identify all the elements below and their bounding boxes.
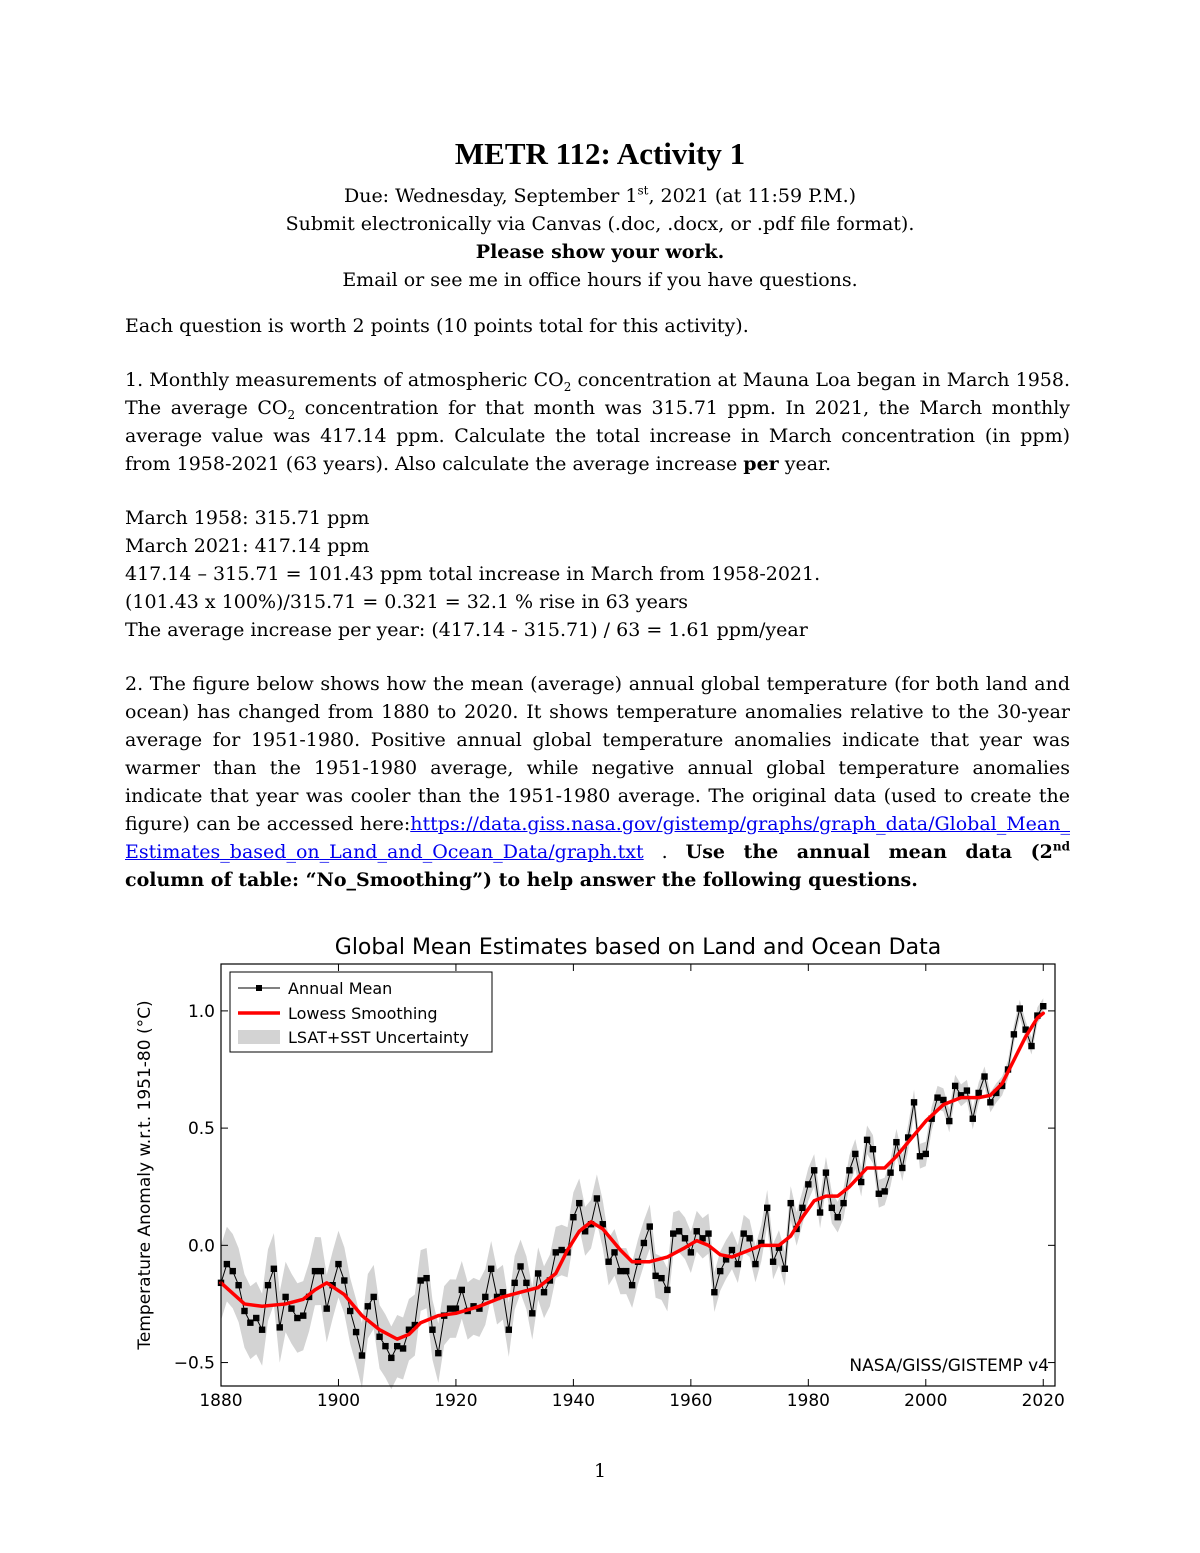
page-title: METR 112: Activity 1 — [454, 136, 746, 171]
annual-mean-point — [282, 1294, 288, 1300]
annual-mean-point — [523, 1280, 529, 1286]
annual-mean-point — [952, 1083, 958, 1089]
y-tick-label: 0.0 — [187, 1236, 215, 1257]
submit-instructions: Submit electronically via Canvas (.doc, .docx, or .pdf file format). — [285, 213, 915, 235]
due-date-ordinal: st — [637, 183, 649, 198]
annual-mean-point — [829, 1205, 835, 1211]
q2-text: 2. The figure below shows how the mean (average) annual global temperature (for both land and ocean) has changed from 1880 to 2020. It shows temperature anomalies relative to the 30-year average for 1951-1980. Positive annual global temperature anomalies indicate that year was warmer than the 1951-1980 average, while negative annual global temperature anomalies indicate that year was cooler than the 1951-1980 average. The original data (used to create the figure) can be accessed here: — [125, 673, 1070, 835]
annual-mean-point — [535, 1270, 541, 1276]
answer-line: March 2021: 417.14 ppm — [125, 535, 370, 557]
q1-text-c: concentration for that month was 315.71 ppm. In 2021, the March monthly average value was 417.14 ppm. Calculate the total increase in March concentration (in ppm) from 1958-2021 (63 years). Also calculate the average increase — [125, 397, 1070, 475]
annual-mean-point — [541, 1289, 547, 1295]
annual-mean-point — [975, 1090, 981, 1096]
y-axis-label: Temperature Anomaly w.r.t. 1951-80 (°C) — [135, 1000, 155, 1350]
annual-mean-point — [347, 1308, 353, 1314]
q1-subscript-a: 2 — [563, 379, 572, 394]
annual-mean-point — [717, 1268, 723, 1274]
annual-mean-point — [735, 1261, 741, 1267]
annual-mean-point — [899, 1165, 905, 1171]
annual-mean-point — [858, 1179, 864, 1185]
annual-mean-point — [746, 1235, 752, 1241]
annual-mean-point — [353, 1329, 359, 1335]
annual-mean-point — [617, 1268, 623, 1274]
annual-mean-point — [864, 1137, 870, 1143]
annual-mean-point — [230, 1268, 236, 1274]
annual-mean-point — [511, 1280, 517, 1286]
annual-mean-point — [318, 1268, 324, 1274]
q1-subscript-b: 2 — [287, 407, 296, 422]
annual-mean-point — [1017, 1005, 1023, 1011]
annual-mean-point — [729, 1247, 735, 1253]
x-tick-label: 2000 — [904, 1391, 948, 1411]
annual-mean-point — [981, 1073, 987, 1079]
annual-mean-point — [652, 1273, 658, 1279]
q2-instruction-ordinal: nd — [1052, 839, 1070, 854]
annual-mean-point — [799, 1205, 805, 1211]
annual-mean-point — [705, 1230, 711, 1236]
annual-mean-point — [811, 1167, 817, 1173]
page-number: 1 — [593, 1460, 607, 1482]
annual-mean-point — [253, 1315, 259, 1321]
x-tick-label: 1880 — [199, 1391, 243, 1411]
y-tick-label: 0.5 — [187, 1119, 215, 1140]
annual-mean-point — [447, 1305, 453, 1311]
x-tick-label: 1940 — [551, 1391, 596, 1411]
annual-mean-point — [241, 1308, 247, 1314]
annual-mean-point — [294, 1315, 300, 1321]
annual-mean-point — [271, 1266, 277, 1272]
annual-mean-point — [887, 1169, 893, 1175]
annual-mean-point — [371, 1294, 377, 1300]
annual-mean-point — [694, 1228, 700, 1234]
annual-mean-point — [365, 1303, 371, 1309]
legend-label-lowess: Lowess Smoothing — [288, 1004, 438, 1023]
annual-mean-point — [576, 1200, 582, 1206]
annual-mean-point — [964, 1087, 970, 1093]
annual-mean-point — [482, 1294, 488, 1300]
uncertainty-band — [221, 998, 1043, 1389]
annual-mean-point — [782, 1266, 788, 1272]
annual-mean-point — [1040, 1003, 1046, 1009]
annual-mean-point — [341, 1277, 347, 1283]
q2-instruction-b: column of table: “No_Smoothing”) to help answer the following questions. — [125, 869, 918, 891]
annual-mean-point — [277, 1324, 283, 1330]
annual-mean-point — [288, 1305, 294, 1311]
annual-mean-point — [893, 1139, 899, 1145]
contact-note: Email or see me in office hours if you have questions. — [342, 269, 858, 291]
q2-instruction-a: Use the annual mean data (2 — [685, 841, 1053, 863]
annual-mean-point — [676, 1228, 682, 1234]
legend-uncertainty-swatch — [238, 1030, 280, 1044]
annual-mean-point — [934, 1094, 940, 1100]
q1-answer — [125, 504, 1070, 644]
annual-mean-point — [488, 1266, 494, 1272]
annual-mean-point — [235, 1282, 241, 1288]
annual-mean-point — [670, 1230, 676, 1236]
due-date-prefix: Due: Wednesday, September 1 — [343, 185, 638, 207]
chart-svg — [128, 926, 1072, 1412]
question-1 — [125, 366, 1070, 478]
annual-mean-point — [1028, 1043, 1034, 1049]
annual-mean-point — [324, 1305, 330, 1311]
annual-mean-point — [752, 1261, 758, 1267]
annual-mean-point — [553, 1249, 559, 1255]
annual-mean-point — [711, 1289, 717, 1295]
annual-mean-point — [500, 1289, 506, 1295]
annual-mean-point — [688, 1249, 694, 1255]
temperature-chart — [128, 926, 1072, 1412]
document-header — [0, 136, 1200, 294]
annual-mean-point — [641, 1240, 647, 1246]
legend-label-uncertainty: LSAT+SST Uncertainty — [288, 1028, 469, 1047]
x-tick-label: 2020 — [1021, 1391, 1065, 1411]
annual-mean-point — [570, 1214, 576, 1220]
annual-mean-point — [435, 1350, 441, 1356]
q1-text-b: concentration at Mauna Loa began in March 1958. The average CO — [125, 369, 1071, 419]
answer-line: 417.14 – 315.71 = 101.43 ppm total increase in March from 1958-2021. — [125, 563, 821, 585]
x-tick-label: 1960 — [669, 1391, 713, 1411]
annual-mean-point — [335, 1261, 341, 1267]
annual-mean-point — [259, 1327, 265, 1333]
annual-mean-point — [629, 1282, 635, 1288]
annual-mean-point — [852, 1151, 858, 1157]
show-work-note: Please show your work. — [475, 241, 725, 263]
answer-line: March 1958: 315.71 ppm — [125, 507, 370, 529]
annual-mean-point — [312, 1268, 318, 1274]
chart-title: Global Mean Estimates based on Land and Ocean Data — [334, 935, 942, 960]
annual-mean-point — [224, 1261, 230, 1267]
annual-mean-point — [805, 1181, 811, 1187]
annual-mean-point — [1011, 1031, 1017, 1037]
annual-mean-point — [970, 1116, 976, 1122]
q1-text-d: year. — [778, 453, 832, 475]
annual-mean-point — [429, 1327, 435, 1333]
annual-mean-point — [265, 1282, 271, 1288]
points-intro: Each question is worth 2 points (10 points total for this activity). — [125, 315, 749, 337]
x-tick-label: 1920 — [434, 1391, 478, 1411]
annual-mean-point — [605, 1259, 611, 1265]
annual-mean-point — [764, 1205, 770, 1211]
x-tick-label: 1980 — [786, 1391, 830, 1411]
due-date-suffix: , 2021 (at 11:59 P.M.) — [648, 185, 857, 207]
annual-mean-point — [611, 1249, 617, 1255]
source-annotation: NASA/GISS/GISTEMP v4 — [849, 1356, 1049, 1376]
annual-mean-point — [870, 1146, 876, 1152]
y-tick-label: −0.5 — [173, 1353, 215, 1374]
annual-mean-point — [417, 1277, 423, 1283]
annual-mean-point — [394, 1343, 400, 1349]
annual-mean-point — [647, 1223, 653, 1229]
annual-mean-point — [594, 1195, 600, 1201]
answer-line: The average increase per year: (417.14 - 315.71) / 63 = 1.61 ppm/year — [125, 619, 808, 641]
annual-mean-point — [382, 1343, 388, 1349]
annual-mean-point — [917, 1153, 923, 1159]
q1-bold-per: per — [743, 453, 779, 475]
legend-annual-marker — [256, 985, 262, 991]
annual-mean-point — [300, 1312, 306, 1318]
document-body — [125, 312, 1070, 894]
annual-mean-point — [423, 1275, 429, 1281]
annual-mean-point — [946, 1118, 952, 1124]
annual-mean-point — [623, 1268, 629, 1274]
annual-mean-point — [400, 1345, 406, 1351]
annual-mean-point — [881, 1188, 887, 1194]
annual-mean-point — [823, 1169, 829, 1175]
annual-mean-point — [788, 1200, 794, 1206]
annual-mean-point — [741, 1230, 747, 1236]
question-2 — [125, 670, 1070, 894]
annual-mean-point — [664, 1287, 670, 1293]
annual-mean-point — [682, 1235, 688, 1241]
annual-mean-point — [459, 1287, 465, 1293]
annual-mean-point — [770, 1259, 776, 1265]
annual-mean-point — [517, 1263, 523, 1269]
annual-mean-point — [840, 1200, 846, 1206]
annual-mean-point — [506, 1327, 512, 1333]
q1-text-a: 1. Monthly measurements of atmospheric CO — [125, 369, 564, 391]
annual-mean-point — [376, 1334, 382, 1340]
annual-mean-point — [876, 1191, 882, 1197]
annual-mean-point — [846, 1167, 852, 1173]
annual-mean-point — [558, 1247, 564, 1253]
q2-after-link: . — [643, 841, 686, 863]
annual-mean-point — [817, 1209, 823, 1215]
annual-mean-point — [388, 1355, 394, 1361]
legend-label-annual: Annual Mean — [288, 979, 393, 998]
annual-mean-point — [923, 1151, 929, 1157]
annual-mean-point — [658, 1275, 664, 1281]
answer-line: (101.43 x 100%)/315.71 = 0.321 = 32.1 % rise in 63 years — [125, 591, 689, 613]
annual-mean-point — [987, 1099, 993, 1105]
due-date — [0, 182, 1200, 210]
annual-mean-point — [911, 1099, 917, 1105]
x-tick-label: 1900 — [316, 1391, 361, 1411]
annual-mean-point — [834, 1214, 840, 1220]
annual-mean-point — [247, 1320, 253, 1326]
data-source-link[interactable]: https://data.giss.nasa.gov/gistemp/graphs/graph_data/Global_Mean_Estimates_based_on_Land_and_Ocean_Data/graph.txt — [125, 813, 1070, 863]
annual-mean-point — [529, 1310, 535, 1316]
y-tick-label: 1.0 — [187, 1001, 215, 1022]
annual-mean-point — [359, 1352, 365, 1358]
